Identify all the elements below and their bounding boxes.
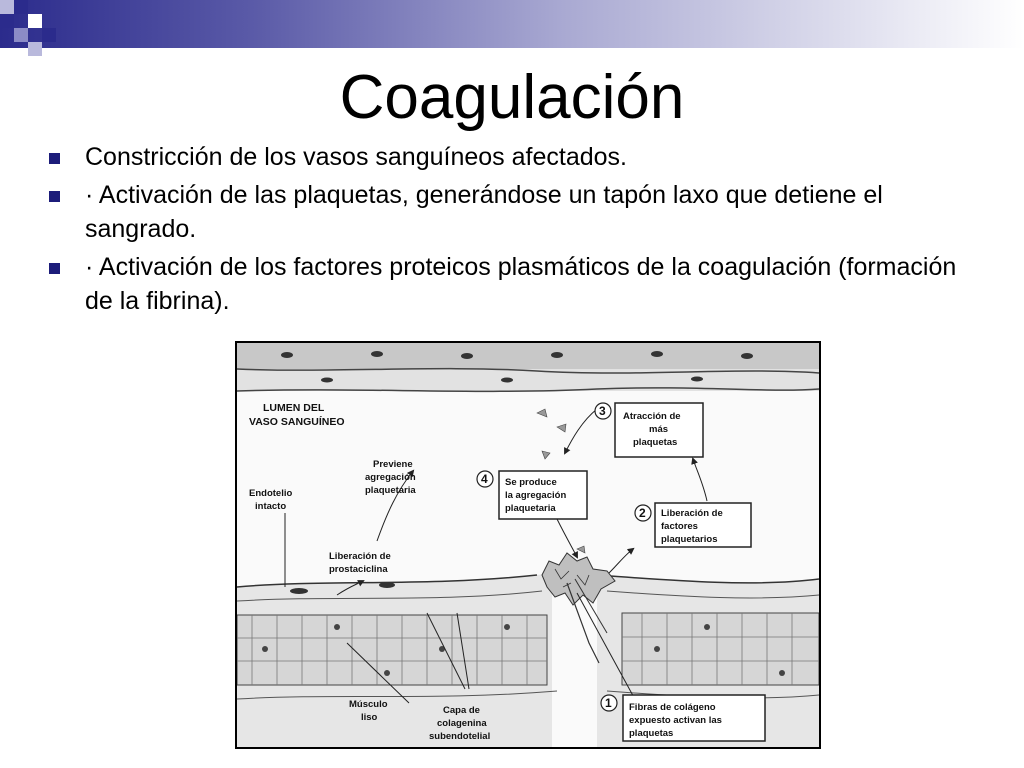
musculo-label-line2: liso bbox=[361, 712, 378, 723]
bullet-list bbox=[45, 140, 975, 322]
upper-vessel-wall bbox=[237, 343, 819, 391]
step-1-line3: plaquetas bbox=[629, 728, 674, 739]
step-2-callout bbox=[635, 503, 751, 547]
bullet-text: · Activación de los factores proteicos plasmáticos de la coagulación (formación de la fibrina). bbox=[85, 253, 957, 315]
endotelio-label-line1: Endotelio bbox=[249, 488, 293, 499]
bullet-text: · Activación de las plaquetas, generándose un tapón laxo que detiene el sangrado. bbox=[85, 181, 883, 243]
liberacion-prostaciclina-line2: prostaciclina bbox=[329, 564, 388, 575]
bullet-item bbox=[45, 178, 975, 246]
lumen-label-line2: VASO SANGUÍNEO bbox=[249, 416, 345, 428]
liberacion-prostaciclina-line1: Liberación de bbox=[329, 551, 391, 562]
header-gradient-bar bbox=[0, 0, 1024, 48]
decorative-square bbox=[28, 14, 42, 28]
previene-label-line2: agregación bbox=[365, 472, 416, 483]
step-1-line1: Fibras de colágeno bbox=[629, 702, 716, 713]
decorative-square bbox=[14, 0, 28, 14]
endotelio-label-line2: intacto bbox=[255, 501, 287, 512]
step-4-callout bbox=[477, 471, 587, 519]
bullet-item bbox=[45, 250, 975, 318]
decorative-square bbox=[14, 28, 28, 42]
previene-label-line3: plaquetaria bbox=[365, 485, 416, 496]
step-1-number: 1 bbox=[605, 696, 612, 710]
step-4-number: 4 bbox=[481, 472, 488, 486]
bullet-marker bbox=[49, 191, 60, 202]
lumen-label-line1: LUMEN DEL bbox=[263, 402, 325, 414]
page-title: Coagulación bbox=[339, 63, 685, 132]
bullet-text: Constricción de los vasos sanguíneos afectados. bbox=[85, 143, 627, 171]
decorative-square bbox=[28, 42, 42, 56]
capa-label-line3: subendotelial bbox=[429, 731, 491, 742]
step-3-line2: más bbox=[649, 424, 669, 435]
bullet-marker bbox=[49, 153, 60, 164]
step-1-line2: expuesto activan las bbox=[629, 715, 722, 726]
step-2-line1: Liberación de bbox=[661, 508, 723, 519]
capa-label-line2: colagenina bbox=[437, 718, 487, 729]
capa-label-line1: Capa de bbox=[443, 705, 480, 716]
step-4-line1: Se produce bbox=[505, 477, 557, 488]
bullet-item bbox=[45, 140, 975, 174]
coagulation-diagram bbox=[235, 341, 821, 749]
step-2-line2: factores bbox=[661, 521, 698, 532]
musculo-label-line1: Músculo bbox=[349, 699, 388, 710]
decorative-square bbox=[0, 14, 14, 28]
decorative-square bbox=[0, 0, 14, 14]
bullet-marker bbox=[49, 263, 60, 274]
step-1-callout bbox=[601, 695, 765, 741]
step-2-line3: plaquetarios bbox=[661, 534, 718, 545]
step-3-line1: Atracción de bbox=[623, 411, 681, 422]
previene-label-line1: Previene bbox=[373, 459, 413, 470]
step-4-line2: la agregación bbox=[505, 490, 567, 501]
step-3-callout bbox=[595, 403, 703, 457]
step-2-number: 2 bbox=[639, 506, 646, 520]
step-3-number: 3 bbox=[599, 404, 606, 418]
step-4-line3: plaquetaria bbox=[505, 503, 556, 514]
decorative-square bbox=[42, 28, 56, 42]
step-3-line3: plaquetas bbox=[633, 437, 678, 448]
